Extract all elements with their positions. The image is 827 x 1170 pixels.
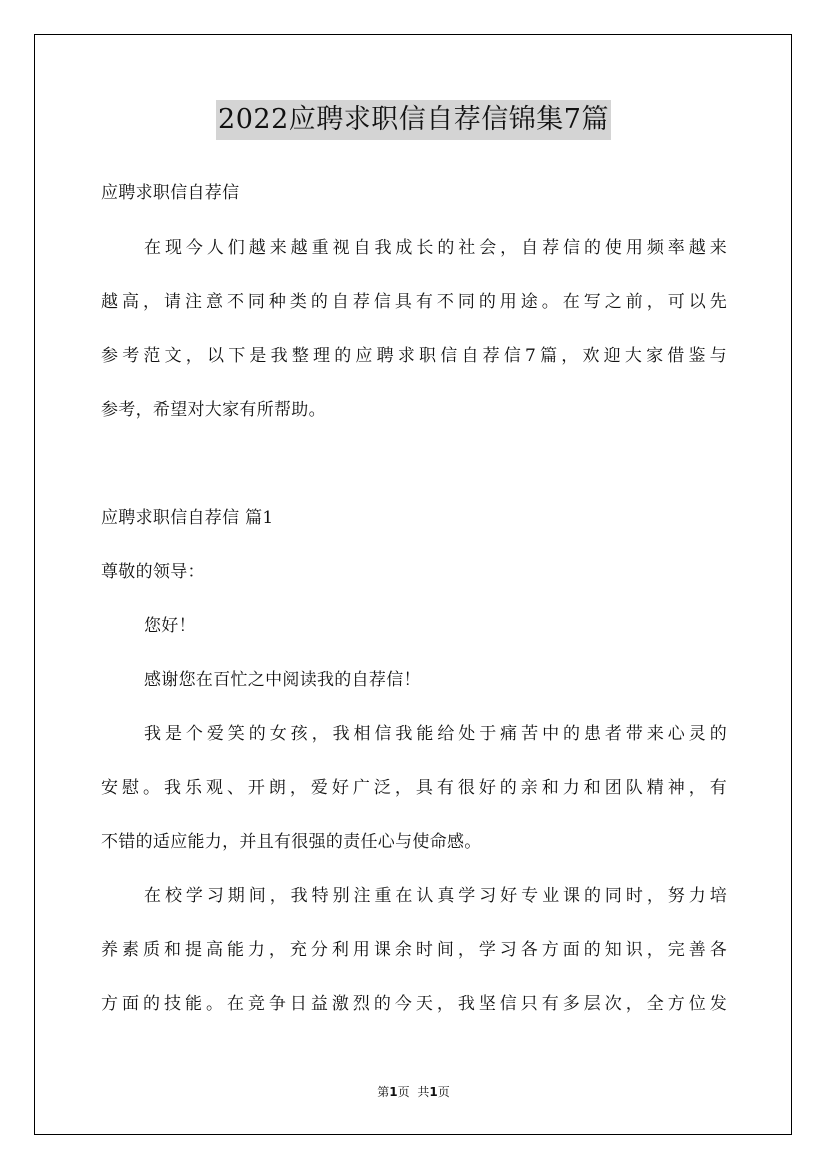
intro-line: 在现今人们越来越重视自我成长的社会，自荐信的使用频率越来: [144, 238, 727, 258]
page-prefix: 第: [377, 1085, 390, 1099]
section-heading: 应聘求职信自荐信 篇1: [101, 508, 274, 528]
paragraph-line: 不错的适应能力，并且有很强的责任心与使命感。: [101, 832, 482, 852]
title-container: [0, 100, 827, 140]
greeting: 您好！: [144, 616, 196, 636]
paragraph-line: 我是个爱笑的女孩，我相信我能给处于痛苦中的患者带来心灵的: [144, 724, 727, 744]
page-number: 1: [389, 1085, 398, 1099]
page-footer: [0, 1084, 827, 1100]
total-prefix: 共: [417, 1085, 430, 1099]
salutation: 尊敬的领导：: [101, 562, 205, 582]
subtitle: 应聘求职信自荐信: [101, 183, 240, 203]
total-pages: 1: [429, 1085, 438, 1099]
paragraph-line: 在校学习期间，我特别注重在认真学习好专业课的同时，努力培: [144, 886, 727, 906]
intro-line: 参考，希望对大家有所帮助。: [101, 400, 326, 420]
paragraph-line: 方面的技能。在竞争日益激烈的今天，我坚信只有多层次，全方位发: [101, 994, 727, 1014]
document-title: 2022应聘求职信自荐信锦集7篇: [216, 100, 611, 140]
intro-line: 越高，请注意不同种类的自荐信具有不同的用途。在写之前，可以先: [101, 292, 727, 312]
paragraph-line: 养素质和提高能力，充分利用课余时间，学习各方面的知识，完善各: [101, 940, 727, 960]
paragraph-line: 安慰。我乐观、开朗，爱好广泛，具有很好的亲和力和团队精神，有: [101, 778, 727, 798]
total-suffix: 页: [437, 1085, 450, 1099]
thanks-line: 感谢您在百忙之中阅读我的自荐信！: [144, 670, 421, 690]
intro-line: 参考范文，以下是我整理的应聘求职信自荐信7篇，欢迎大家借鉴与: [101, 346, 727, 366]
page-suffix: 页: [397, 1085, 410, 1099]
